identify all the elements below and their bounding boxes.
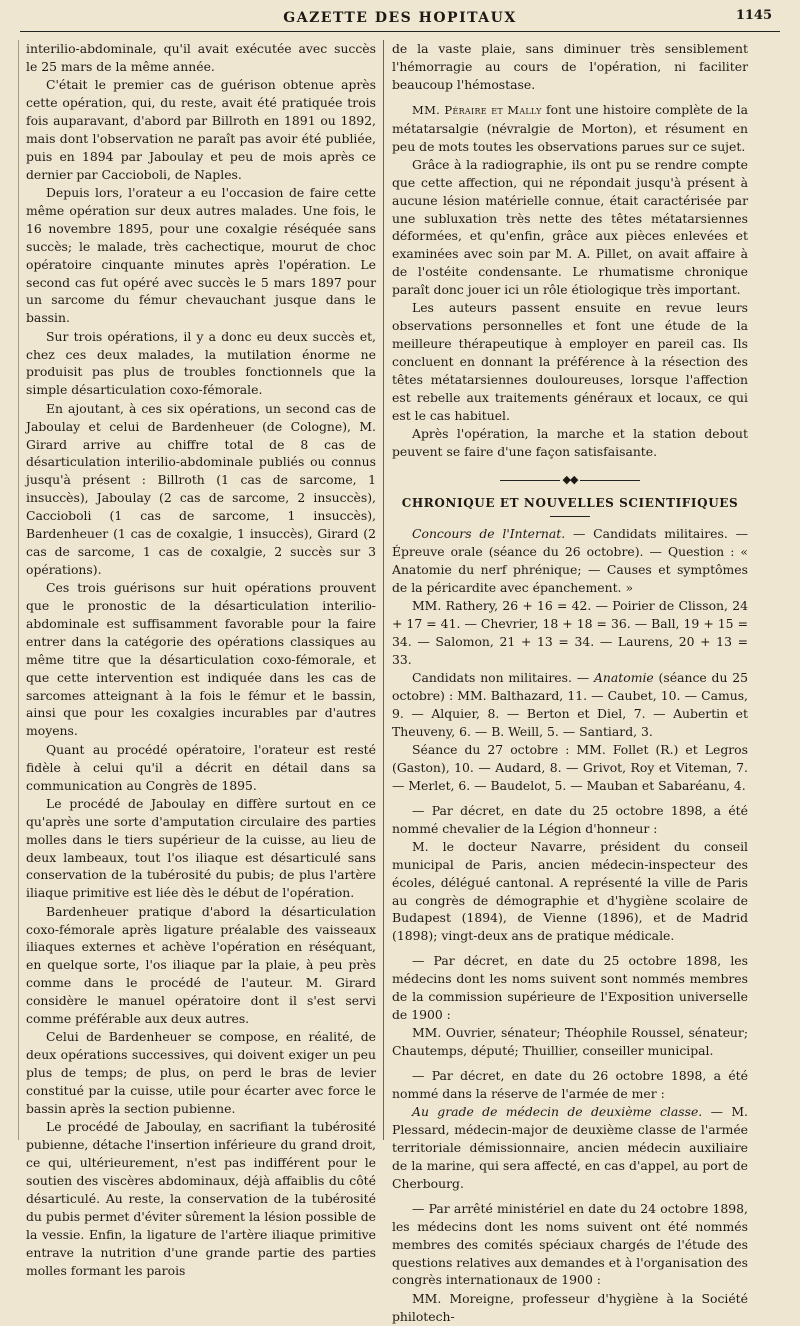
paragraph: Quant au procédé opératoire, l'orateur est resté fidèle à celui qu'il a décrit en détail dans sa communication au Congrès de 1895. (26, 741, 376, 793)
paragraph: Celui de Bardenheuer se compose, en réalité, de deux opérations successives, qui doivent exiger un peu plus de temps; de plus, on perd le bras de levier constitué par la cuisse, utile pour écarter avec force le bassin après la section pubienne. (26, 1029, 376, 1116)
paragraph: — Par arrêté ministériel en date du 24 octobre 1898, les médecins dont les noms suivent ont été nommés membres des comités spéciaux chargés de l'étude des questions relatives aux demandes et à l'organisation des congrès internationaux de 1900 : (392, 1200, 748, 1288)
margin-rule (18, 40, 19, 1140)
paragraph: interilio-abdominale, qu'il avait exécutée avec succès le 25 mars de la même année. (26, 41, 376, 74)
spacer (392, 1193, 748, 1200)
paragraph: Sur trois opérations, il y a donc eu deux succès et, chez ces deux malades, la mutilation énorme ne produisit pas plus de troubles fonctionnels que la simple désarticulation coxo-fémorale. (26, 328, 376, 398)
paragraph (392, 1103, 748, 1193)
paragraph: Séance du 27 octobre : MM. Follet (R.) et Legros (Gaston), 10. — Audard, 8. — Grivot, Roy et Viteman, 7. — Merlet, 6. — Baudelot, 5. — Mauban et Sabaréanu, 4. (392, 741, 748, 793)
paragraph (392, 101, 748, 156)
section-title: CHRONIQUE ET NOUVELLES SCIENTIFIQUES (401, 495, 739, 510)
spacer (392, 795, 748, 802)
paragraph: Depuis lors, l'orateur a eu l'occasion de faire cette même opération sur deux autres malades. Une fois, le 16 novembre 1895, pour une coxalgie réséquée sans succès; le malade, très cachectique, mourut de choc opératoire cinquante minutes après l'opération. Le second cas fut opéré avec succès le 5 mars 1897 pour un sarcome du fémur chevauchant jusque dans le bassin. (26, 185, 376, 326)
paragraph: — Par décret, en date du 25 octobre 1898, les médecins dont les noms suivent sont nommés membres de la commission supérieure de l'Exposition universelle de 1900 : (392, 953, 748, 1022)
page-header (20, 8, 780, 30)
paragraph: MM. Ouvrier, sénateur; Théophile Roussel, sénateur; Chautemps, député; Thuillier, conseiller municipal. (392, 1025, 748, 1059)
left-column (26, 40, 376, 1279)
paragraph-text: font une histoire complète de la métatarsalgie (névralgie de Morton), et résument en peu de mots toutes les observations parues sur ce sujet. (392, 101, 748, 154)
paragraph (392, 669, 748, 741)
spacer (392, 1060, 748, 1067)
paragraph-lead: Concours de l'Internat. (412, 525, 566, 541)
paragraph: de la vaste plaie, sans diminuer très sensiblement l'hémorragie au cours de l'opération, ni faciliter beaucoup l'hémostase. (392, 41, 748, 92)
spacer (392, 945, 748, 952)
paragraph: — Par décret, en date du 25 octobre 1898, a été nommé chevalier de la Légion d'honneur : (392, 802, 748, 836)
section-separator: ◆◆ (392, 471, 748, 489)
separator-line (580, 480, 640, 481)
paragraph: Le procédé de Jaboulay, en sacrifiant la tubérosité pubienne, détache l'insertion inférieure du grand droit, ce qui, ultérieurement, n'est pas indifférent pour le soutien des viscères abdominaux, déjà affaiblis du côté désarticulé. Au reste, la conservation de la tubérosité du pubis permet d'éviter sûrement la lésion possible de la vessie. Enfin, la ligature de l'artère iliaque primitive entrave la nutrition d'une grande partie des parties molles formant les parois (26, 1119, 376, 1278)
paragraph-text: (séance du 25 octobre) : MM. Balthazard, 11. — Caubet, 10. — Camus, 9. — Alquier, 8. — Berton et Diel, 7. — Aubertin et Theuveny, 6. — B. Weill, 5. — Santiard, 3. (392, 669, 748, 739)
paragraph: Le procédé de Jaboulay en diffère surtout en ce qu'après une sorte d'amputation circulaire des parties molles dans le tiers supérieur de la cuisse, au lieu de deux lambeaux, tout l'os iliaque est désarticulé sans conservation de la tubérosité du pubis; de plus l'artère iliaque primitive est liée dès le début de l'opération. (26, 795, 376, 901)
paragraph: MM. Moreigne, professeur d'hygiène à la Société philotech- (392, 1290, 748, 1324)
paragraph-italic: Au grade de médecin de deuxième classe. (412, 1104, 703, 1120)
paragraph: Ces trois guérisons sur huit opérations prouvent que le pronostic de la désarticulation interilio-abdominale est suffisamment favorable pour la faire entrer dans la catégorie des opérations classiques au même titre que la désarticulation coxo-fémorale, et que cette intervention est indiquée dans les cas de sarcomes atteignant à la fois le fémur et le bassin, ainsi que pour les coxalgies incurables par d'autres moyens. (26, 580, 376, 739)
paragraph: En ajoutant, à ces six opérations, un second cas de Jaboulay et celui de Bardenheuer (de Cologne), M. Girard arrive au chiffre total de 8 cas de désarticulation interilio-abdominale publiés ou connus jusqu'à présent : Billroth (1 cas de sarcome, 1 insuccès), Jaboulay (2 cas de sarcome, 2 insuccès), Caccioboli (1 cas de sarcome, 1 insuccès), Bardenheuer (1 cas de coxalgie, 1 insuccès), Girard (2 cas de sarcome, 1 cas de coxalgie, 2 succès sur 3 opérations). (26, 400, 376, 577)
spacer (392, 94, 748, 101)
paragraph: Bardenheuer pratique d'abord la désarticulation coxo-fémorale après ligature préalable des vaisseaux iliaques externes et achève l'opération en réséquant, en quelque sorte, l'os iliaque par la plaie, à peu près comme dans le procédé de l'auteur. M. Girard considère le manuel opératoire dont il s'est servi comme préférable aux deux autres. (26, 903, 376, 1027)
page-number: 1145 (735, 8, 772, 23)
paragraph: Les auteurs passent ensuite en revue leurs observations personnelles et font une étude de la meilleure thérapeutique à employer en pareil cas. Ils concluent en donnant la préférence à la résection des têtes métatarsiennes douloureuses, lorsque l'affection est rebelle aux traitements généraux et locaux, ce qui est le cas habituel. (392, 300, 748, 423)
author-names: MM. Péraire et Mally (412, 102, 542, 117)
section-rule (550, 516, 590, 517)
paragraph: MM. Rathery, 26 + 16 = 42. — Poirier de Clisson, 24 + 17 = 41. — Chevrier, 18 + 18 = 36. — Ball, 19 + 15 = 34. — Salomon, 21 + 13 = 34. — Laurens, 20 + 13 = 33. (392, 597, 748, 667)
right-column (392, 40, 748, 1326)
paragraph-italic: Anatomie (593, 669, 654, 685)
paragraph-text: — M. Plessard, médecin-major de deuxième classe de l'armée territoriale démissionnaire, ancien médecin auxiliaire de la marine, qui sera affecté, en cas d'appel, au port de Cherbourg. (392, 1104, 748, 1191)
paragraph: Grâce à la radiographie, ils ont pu se rendre compte que cette affection, qui ne répondait jusqu'à présent à aucune lésion matérielle connue, était caractérisée par une subluxation très nette des têtes métatarsiennes déformées, et qu'enfin, grâce aux pièces enlevées et examinées avec soin par M. A. Pillet, on avait affaire à de l'ostéite condensante. Le rhumatisme chronique paraît donc jouer ici un rôle étiologique très important. (392, 156, 748, 298)
paragraph-text: — Candidats militaires. — Épreuve orale (séance du 26 octobre). — Question : « Anatomie du nerf phrénique; — Causes et symptômes de la péricardite avec épanchement. » (392, 525, 748, 595)
paragraph-lead: Candidats non militaires. — (412, 669, 594, 685)
column-divider (383, 40, 384, 1140)
paragraph: M. le docteur Navarre, président du conseil municipal de Paris, ancien médecin-inspecteur des écoles, délégué cantonal. A représenté la ville de Paris au congrès de démographie et d'hygiène scolaire de Budapest (1894), de Vienne (1896), et de Madrid (1898); vingt-deux ans de pratique médicale. (392, 838, 748, 944)
paragraph (392, 525, 748, 597)
header-rule (20, 31, 780, 32)
paragraph: C'était le premier cas de guérison obtenue après cette opération, qui, du reste, avait été pratiquée trois fois auparavant, d'abord par Billroth en 1891 ou 1892, mais dont l'observation ne paraît pas avoir été publiée, puis en 1894 par Jaboulay et peu de mois après ce dernier par Caccioboli, de Naples. (26, 77, 376, 182)
separator-line (500, 480, 560, 481)
paragraph: Après l'opération, la marche et la station debout peuvent se faire d'une façon satisfaisante. (392, 426, 748, 460)
paragraph: — Par décret, en date du 26 octobre 1898, a été nommé dans la réserve de l'armée de mer : (392, 1068, 748, 1101)
running-title: GAZETTE DES HOPITAUX (283, 10, 517, 26)
